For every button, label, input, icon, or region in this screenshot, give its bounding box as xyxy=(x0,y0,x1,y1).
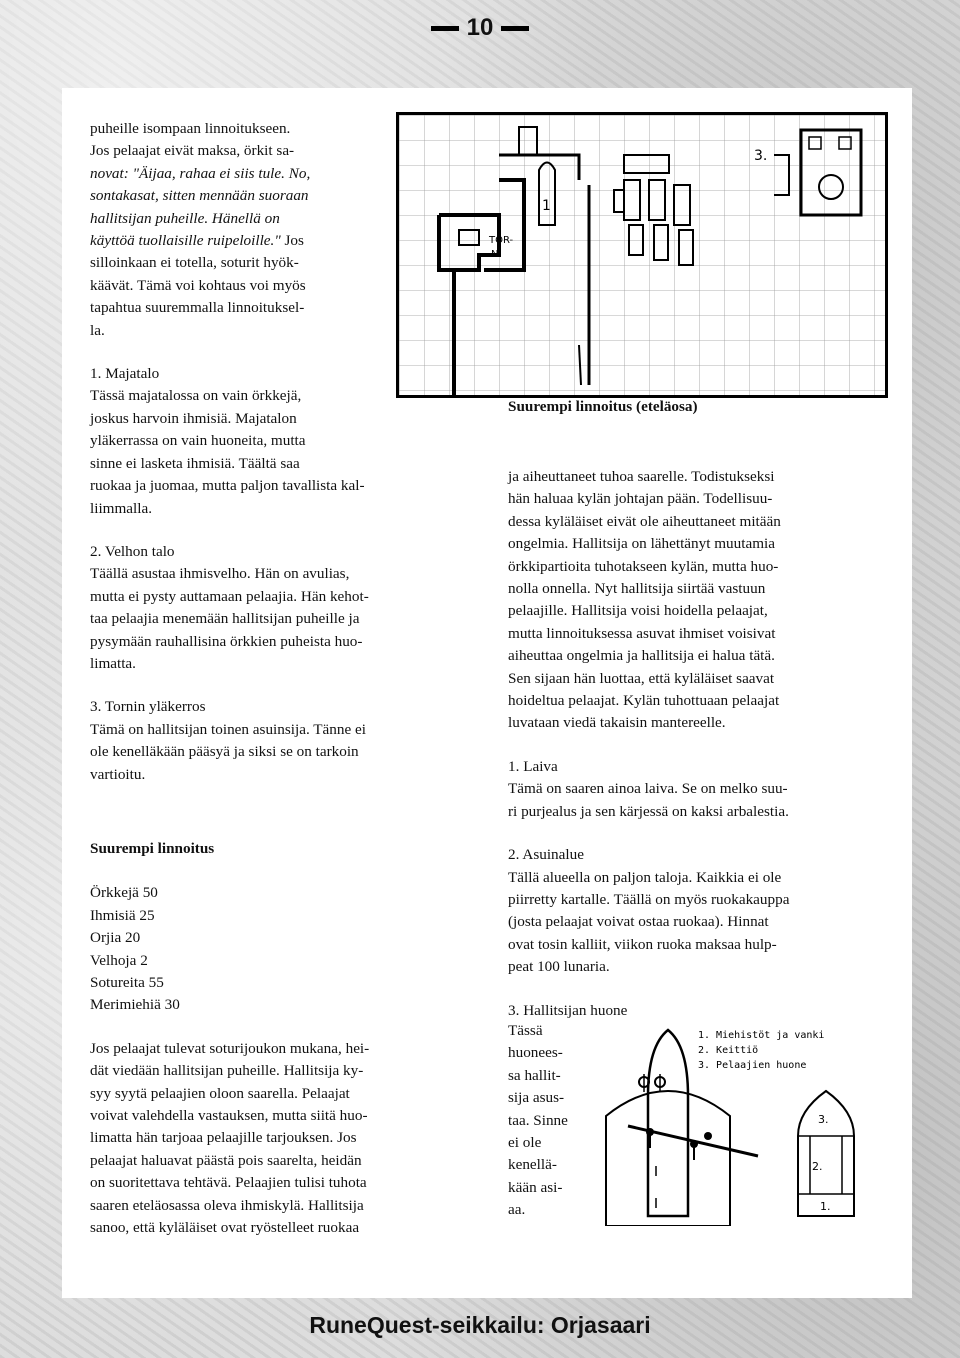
ship-diagram xyxy=(598,1026,870,1226)
body-line: ole kenelläkään pääsyä ja siksi se on tarkoin xyxy=(90,743,359,761)
body-line: Tämä on hallitsijan toinen asuinsija. Tänne ei xyxy=(90,720,366,738)
body-line: piirretty kartalle. Täällä on myös ruokakauppa xyxy=(508,890,790,908)
body-line: limatta hän tarjoaa pelaajille tarjouksen. Jos xyxy=(90,1129,357,1147)
stat-line: Orjia 20 xyxy=(90,929,141,947)
page-number xyxy=(0,14,960,42)
body-line: saaren eteläosassa oleva ihmiskylä. Hallitsija xyxy=(90,1196,364,1214)
stat-line: Velhoja 2 xyxy=(90,951,148,969)
ship-legend-1: 1. Miehistöt ja vanki xyxy=(698,1030,825,1041)
stat-line: Sotureita 55 xyxy=(90,974,164,991)
map-torni-label: TOR- xyxy=(489,235,514,246)
body-line: vartioitu. xyxy=(90,765,146,783)
body-line: on suoritettava tehtävä. Pelaajien tulisi tuhota xyxy=(90,1174,367,1192)
body-line: (josta pelaajat voivat ostaa ruokaa). Hinnat xyxy=(508,913,769,931)
intro-line: la. xyxy=(90,321,105,339)
map-caption: Suurempi linnoitus (eteläosa) xyxy=(508,398,698,415)
body-line: huonees- xyxy=(508,1044,563,1062)
stat-line: Merimiehiä 30 xyxy=(90,996,180,1014)
body-line: aa. xyxy=(508,1201,526,1219)
stat-line: Örkkejä 50 xyxy=(90,884,158,902)
map-torni-label-2: NI xyxy=(491,249,502,260)
map-label-1: 1 xyxy=(542,198,551,214)
body-line: voivat valehdella vastauksen, mutta siitä huo- xyxy=(90,1107,368,1125)
section-title-hallitsijan-huone: 3. Hallitsijan huone xyxy=(508,1001,628,1019)
intro-line: silloinkaan ei totella, soturit hyök- xyxy=(90,254,299,272)
map-drawing xyxy=(399,115,885,395)
body-line: ovat tosin kalliit, viikon ruoka maksaa hulp- xyxy=(508,935,777,953)
intro-italic-line: sontakasat, sitten mennään suoraan xyxy=(90,187,309,205)
body-line: taa. Sinne xyxy=(508,1111,568,1129)
body-line: peat 100 lunaria. xyxy=(508,958,610,976)
deck-label-1: 1. xyxy=(820,1200,831,1213)
section-title-velhon-talo: 2. Velhon talo xyxy=(90,542,175,560)
intro-line: Jos pelaajat eivät maksa, örkit sa- xyxy=(90,142,295,160)
body-line: hän haluaa kylän johtajan pään. Todellisuu- xyxy=(508,490,773,508)
dash-right xyxy=(501,26,529,31)
body-line: hoideltua pelaajat. Kylän tuhottuaan pelaajat xyxy=(508,692,780,710)
body-line: ei ole xyxy=(508,1134,542,1152)
section-title-asuinalue: 2. Asuinalue xyxy=(508,846,584,864)
body-line: nolla onnella. Nyt hallitsija siirtää vastuun xyxy=(508,580,766,598)
body-line: Tässä xyxy=(508,1022,543,1039)
body-line: mutta ei pysty auttamaan pelaajia. Hän kehot- xyxy=(90,587,369,605)
intro-line: tapahtua suuremmalla linnoituksel- xyxy=(90,299,305,317)
body-line: örkkipartioita tuhotakseen kylän, mutta huo- xyxy=(508,557,779,575)
footer-title: RuneQuest-seikkailu: Orjasaari xyxy=(309,1312,651,1338)
body-line: liimmalla. xyxy=(90,499,153,517)
ship-drawing xyxy=(598,1026,870,1226)
body-line: pelaajat haluavat päästä pois saarelta, heidän xyxy=(90,1151,362,1169)
intro-line: käävät. Tämä voi kohtaus voi myös xyxy=(90,276,306,294)
intro-italic-end: käyttöä tuollaisille ruipeloille." xyxy=(90,232,281,250)
body-line: pelaajille. Hallitsija voisi hoidella pelaajat, xyxy=(508,602,768,620)
body-line: sanoo, että kyläläiset ovat ryöstelleet ruokaa xyxy=(90,1219,360,1237)
section-title-tornin-ylakerros: 3. Tornin yläkerros xyxy=(90,698,206,716)
intro-italic-line: hallitsijan puheille. Hänellä on xyxy=(90,209,280,227)
fortress-heading: Suurempi linnoitus xyxy=(90,839,215,857)
body-line: Tässä majatalossa on vain örkkejä, xyxy=(90,387,302,405)
body-line: ruokaa ja juomaa, mutta paljon tavallista kal- xyxy=(90,477,365,495)
page-number-text: 10 xyxy=(466,14,494,41)
body-line: kään asi- xyxy=(508,1178,563,1196)
body-line: Tämä on saaren ainoa laiva. Se on melko suu- xyxy=(508,780,788,798)
body-line: ongelmia. Hallitsija on lähettänyt muutamia xyxy=(508,535,775,553)
section-title-laiva: 1. Laiva xyxy=(508,757,558,775)
body-line: syy syytä pelaajien oloon saarella. Pelaajat xyxy=(90,1084,350,1102)
stat-line: Ihmisiä 25 xyxy=(90,906,155,924)
body-line: sinne ei lasketa ihmisiä. Täältä saa xyxy=(90,454,300,472)
body-line: taa pelaajia menemään hallitsijan puheille ja xyxy=(90,610,360,628)
body-line: sa hallit- xyxy=(508,1066,561,1084)
right-column xyxy=(508,466,880,1022)
body-line: pysymään rauhallisina örkkien puheista huo- xyxy=(90,632,363,650)
body-line: Täällä asustaa ihmisvelho. Hän on avulias, xyxy=(90,565,350,583)
body-line: joskus harvoin ihmisiä. Majatalon xyxy=(90,409,297,427)
body-line: ja aiheuttaneet tuhoa saarelle. Todistukseksi xyxy=(508,468,775,485)
map-label-3: 3. xyxy=(754,148,768,164)
ship-legend-3: 3. Pelaajien huone xyxy=(698,1060,807,1071)
dash-left xyxy=(431,26,459,31)
intro-line: puheille isompaan linnoitukseen. xyxy=(90,120,291,137)
body-line: sija asus- xyxy=(508,1089,565,1107)
body-line: kenellä- xyxy=(508,1156,557,1174)
body-line: luvataan viedä takaisin mantereelle. xyxy=(508,714,726,732)
deck-label-2: 2. xyxy=(812,1160,823,1173)
ship-legend-2: 2. Keittiö xyxy=(698,1045,759,1056)
intro-tail-start: Jos xyxy=(280,232,304,250)
fortress-map xyxy=(396,112,888,398)
body-line: Sen sijaan hän luottaa, että kyläläiset saavat xyxy=(508,669,775,687)
intro-italic-line: novat: "Äijaa, rahaa ei siis tule. No, xyxy=(90,164,311,182)
body-line: ri purjealus ja sen kärjessä on kaksi arbalestia. xyxy=(508,802,789,820)
body-line: yläkerrassa on vain huoneita, mutta xyxy=(90,432,306,450)
body-line: Jos pelaajat tulevat soturijoukon mukana, hei- xyxy=(90,1039,370,1057)
body-line: Tällä alueella on paljon taloja. Kaikkia ei ole xyxy=(508,868,782,886)
ship-text xyxy=(508,1020,602,1222)
section-title-majatalo: 1. Majatalo xyxy=(90,365,160,383)
body-line: dät viedään hallitsijan puheille. Hallitsija ky- xyxy=(90,1062,364,1080)
body-line: aiheuttaa ongelmia ja hallitsija ei halua tätä. xyxy=(508,647,775,665)
body-line: limatta. xyxy=(90,654,136,672)
body-line: mutta linnoituksessa asuvat ihmiset voisivat xyxy=(508,624,776,642)
body-line: dessa kyläläiset eivät ole aiheuttaneet mitään xyxy=(508,512,781,530)
deck-label-3: 3. xyxy=(818,1113,829,1126)
